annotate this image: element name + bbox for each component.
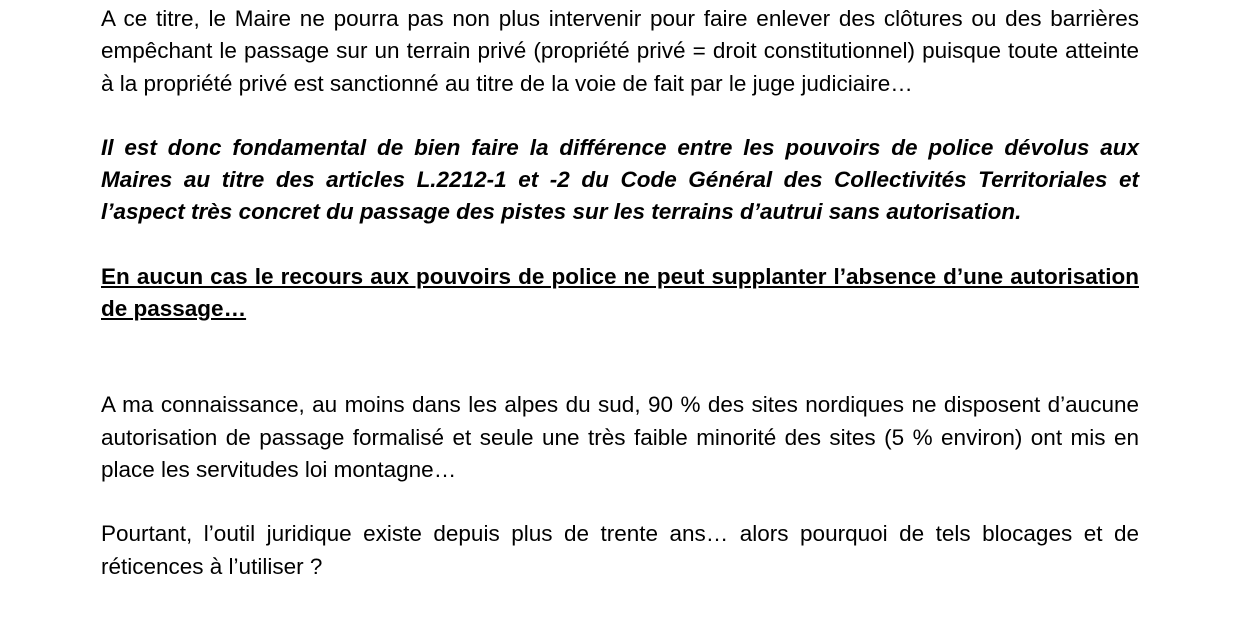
paragraph-outil-juridique: Pourtant, l’outil juridique existe depuis plus de trente ans… alors pourquoi de tels blocages et de réticences à l’utiliser ? [101, 521, 1139, 579]
paragraph-sites-nordiques: A ma connaissance, au moins dans les alpes du sud, 90 % des sites nordiques ne disposent d’aucune autorisation de passage formalisé et seule une très faible minorité des sites (5 % environ) ont mis en place les servitudes loi montagne… [101, 392, 1139, 482]
paragraph-maire-clotures: A ce titre, le Maire ne pourra pas non plus intervenir pour faire enlever des clôtures ou des barrières empêchant le passage sur un terrain privé (propriété privé = droit constitutionnel) puisque toute atteinte à la propriété privé est sanctionné au titre de la voie de fait par le juge judiciaire… [101, 6, 1139, 96]
paragraph-pouvoirs-police-emphasis: Il est donc fondamental de bien faire la différence entre les pouvoirs de police dévolus aux Maires au titre des articles L.2212-1 et -2 du Code Général des Collectivités Territoriales et l’aspect très concret du passage des pistes sur les terrains d’autrui sans autorisation. [101, 134, 1139, 225]
document-body [101, 3, 1139, 583]
paragraph-autorisation-underlined: En aucun cas le recours aux pouvoirs de police ne peut supplanter l’absence d’une autorisation de passage… [101, 263, 1139, 322]
